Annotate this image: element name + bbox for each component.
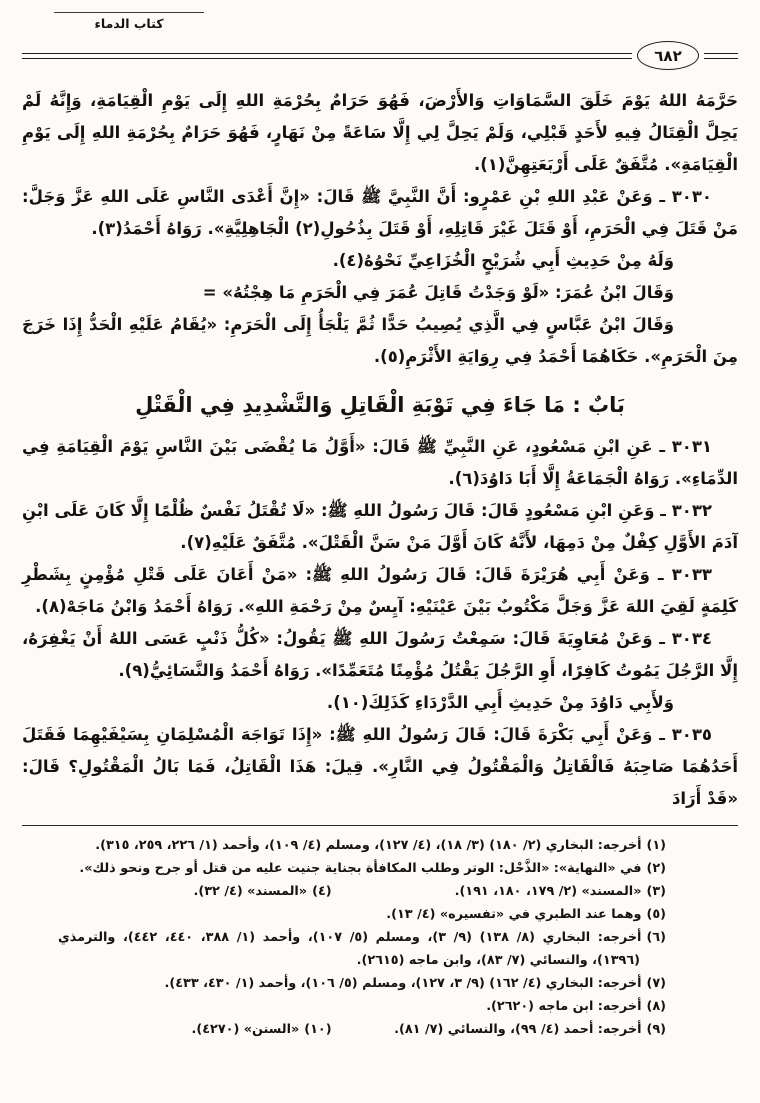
- footnote-item-10: [58, 1018, 332, 1041]
- footnote-item-9: [332, 1018, 666, 1041]
- footnote-number: (٢): [646, 861, 666, 876]
- footnotes-divider: [22, 825, 738, 826]
- footnote-item-3: [332, 880, 666, 903]
- header-double-rule-left: [22, 53, 632, 59]
- footnote-item-8: [58, 995, 666, 1018]
- chapter-heading: بَابٌ : مَا جَاءَ فِي تَوْبَةِ الْقَاتِلِ وَالتَّشْدِيدِ فِي الْقَتْلِ: [135, 393, 625, 417]
- paragraph-ibn-umar: وَقَالَ ابْنُ عُمَرَ: «لَوْ وَجَدْتُ قَاتِلَ عُمَرَ فِي الْحَرَمِ مَا هِجْتُهُ» =: [202, 283, 674, 302]
- page-number: ٦٨٢: [654, 46, 682, 65]
- footnote-number: (٣): [646, 884, 666, 899]
- footnote-number: (٤): [312, 884, 332, 899]
- paragraph-abu-shurayh: وَلَهُ مِنْ حَدِيثِ أَبِي شُرَيْحٍ الْخُزَاعِيِّ نَحْوُهُ(٤).: [332, 251, 674, 270]
- footnote-number: (٧): [646, 976, 666, 991]
- footnote-text: أخرجه: البخاري (٢/ ١٨٠) (٣/ ١٨)، (٤/ ١٢٧)، ومسلم (٤/ ١٠٩)، وأحمد (١/ ٢٢٦، ٢٥٩، ٣١٥).: [95, 838, 642, 853]
- hadith-3030: ٣٠٣٠ ـ وَعَنْ عَبْدِ اللهِ بْنِ عَمْرٍو: أَنَّ النَّبِيَّ ﷺ قَالَ: «إِنَّ أَعْدَى النَّاسِ عَلَى اللهِ عَزَّ وَجَلَّ: مَنْ قَتَلَ فِي الْحَرَمِ، أَوْ قَتَلَ غَيْرَ قَاتِلِهِ، أَوْ قَتَلَ بِذُحُولِ(٢) الْجَاهِلِيَّةِ». رَوَاهُ أَحْمَدُ(٣).: [22, 187, 738, 238]
- main-text: [22, 85, 738, 815]
- header-ornament: [22, 41, 738, 70]
- footnote-item-4: [58, 880, 332, 903]
- footnote-number: (٨): [646, 999, 666, 1014]
- page-header: [22, 12, 738, 70]
- footnote-text: أخرجه: ابن ماجه (٢٦٢٠).: [486, 999, 642, 1014]
- footnote-text: «المسند» (٢/ ١٧٩، ١٨٠، ١٩١).: [454, 884, 642, 899]
- footnote-text: أخرجه: البخاري (٨/ ١٣٨) (٩/ ٣)، ومسلم (٥/ ١٠٧)، وأحمد (١/ ٣٨٨، ٤٤٠، ٤٤٢)، والترمذي (١٣٩٦)، والنسائي (٧/ ٨٣)، وابن ماجه (٢٦١٥).: [58, 930, 642, 968]
- running-title: [54, 12, 204, 31]
- footnote-number: (٩): [646, 1022, 666, 1037]
- page-number-badge: [637, 41, 699, 70]
- footnote-item-5: [58, 903, 666, 926]
- footnote-text: «المسند» (٤/ ٣٢).: [193, 884, 308, 899]
- footnote-text: في «النهاية»: «الذَّحْل: الوتر وطلب المكافأة بجناية جنيت عليه من قتل أو جرح ونحو ذلك».: [79, 861, 642, 876]
- footnote-item-7: [58, 972, 666, 995]
- paragraph-ibn-abbas: وَقَالَ ابْنُ عَبَّاسٍ فِي الَّذِي يُصِيبُ حَدًّا ثُمَّ يَلْجَأُ إِلَى الْحَرَمِ: «يُقَامُ عَلَيْهِ الْحَدُّ إِذَا خَرَجَ مِنَ الْحَرَمِ». حَكَاهُمَا أَحْمَدُ فِي رِوَايَةِ الأَثْرَمِ(٥).: [22, 315, 738, 366]
- paragraph-continuation: حَرَّمَهُ اللهُ يَوْمَ خَلَقَ السَّمَاوَاتِ وَالأَرْضَ، فَهُوَ حَرَامٌ بِحُرْمَةِ اللهِ إِلَى يَوْمِ الْقِيَامَةِ، وَإِنَّهُ لَمْ يَحِلَّ الْقِتَالُ فِيهِ لأَحَدٍ قَبْلِي، وَلَمْ يَحِلَّ لِي إِلَّا سَاعَةً مِنْ نَهَارٍ، فَهُوَ حَرَامٌ بِحُرْمَةِ اللهِ إِلَى يَوْمِ الْقِيَامَةِ». مُتَّفَقٌ عَلَى أَرْبَعَتِهِنَّ(١).: [22, 91, 738, 174]
- footnote-item-6: [58, 926, 666, 972]
- footnote-text: أخرجه: أحمد (٤/ ٩٩)، والنسائي (٧/ ٨١).: [394, 1022, 642, 1037]
- footnotes-section: [22, 834, 738, 1041]
- header-double-rule-right: [704, 53, 738, 59]
- footnote-text: أخرجه: البخاري (٤/ ١٦٢) (٩/ ٣، ١٢٧)، ومسلم (٥/ ١٠٦)، وأحمد (١/ ٤٣٠، ٤٣٣).: [164, 976, 642, 991]
- footnote-number: (٦): [646, 930, 666, 945]
- footnote-item-1: [58, 834, 666, 857]
- footnote-number: (١٠): [304, 1022, 332, 1037]
- footnote-row-9-10: [58, 1018, 666, 1041]
- footnote-text: وهما عند الطبري في «تفسيره» (٤/ ١٣).: [386, 907, 642, 922]
- hadith-3032: ٣٠٣٢ ـ وَعَنِ ابْنِ مَسْعُودٍ قَالَ: قَالَ رَسُولُ اللهِ ﷺ: «لَا تُقْتَلُ نَفْسٌ ظُلْمًا إِلَّا كَانَ عَلَى ابْنِ آدَمَ الأَوَّلِ كِفْلٌ مِنْ دَمِهَا، لأَنَّهُ كَانَ أَوَّلَ مَنْ سَنَّ الْقَتْلَ». مُتَّفَقٌ عَلَيْهِ(٧).: [22, 501, 738, 552]
- paragraph-abu-dawud: وَلأَبِي دَاوُدَ مِنْ حَدِيثِ أَبِي الدَّرْدَاءِ كَذَلِكَ(١٠).: [326, 693, 674, 712]
- hadith-3031: ٣٠٣١ ـ عَنِ ابْنِ مَسْعُودٍ، عَنِ النَّبِيِّ ﷺ قَالَ: «أَوَّلُ مَا يُقْضَى بَيْنَ النَّاسِ يَوْمَ الْقِيَامَةِ فِي الدِّمَاءِ». رَوَاهُ الْجَمَاعَةُ إِلَّا أَبَا دَاوُدَ(٦).: [22, 437, 738, 488]
- hadith-3033: ٣٠٣٣ ـ وَعَنْ أَبِي هُرَيْرَةَ قَالَ: قَالَ رَسُولُ اللهِ ﷺ: «مَنْ أَعَانَ عَلَى قَتْلِ مُؤْمِنٍ بِشَطْرِ كَلِمَةٍ لَقِيَ اللهَ عَزَّ وَجَلَّ مَكْتُوبٌ بَيْنَ عَيْنَيْهِ: آيِسٌ مِنْ رَحْمَةِ اللهِ». رَوَاهُ أَحْمَدُ وَابْنُ مَاجَهْ(٨).: [22, 565, 738, 616]
- hadith-3035: ٣٠٣٥ ـ وَعَنْ أَبِي بَكْرَةَ قَالَ: قَالَ رَسُولُ اللهِ ﷺ: «إِذَا تَوَاجَهَ الْمُسْلِمَانِ بِسَيْفَيْهِمَا فَقَتَلَ أَحَدُهُمَا صَاحِبَهُ فَالْقَاتِلُ وَالْمَقْتُولُ فِي النَّارِ». قِيلَ: هَذَا الْقَاتِلُ، فَمَا بَالُ الْمَقْتُولِ؟ قَالَ: «قَدْ أَرَادَ: [22, 725, 738, 808]
- footnote-row-3-4: [58, 880, 666, 903]
- footnote-item-2: [58, 857, 666, 880]
- hadith-3034: ٣٠٣٤ ـ وَعَنْ مُعَاوِيَةَ قَالَ: سَمِعْتُ رَسُولَ اللهِ ﷺ يَقُولُ: «كُلُّ ذَنْبٍ عَسَى اللهُ أَنْ يَغْفِرَهُ، إِلَّا الرَّجُلَ يَمُوتُ كَافِرًا، أَوِ الرَّجُلَ يَقْتُلُ مُؤْمِنًا مُتَعَمِّدًا». رَوَاهُ أَحْمَدُ وَالنَّسَائِيُّ(٩).: [22, 629, 738, 680]
- footnote-number: (٥): [646, 907, 666, 922]
- footnote-text: «السنن» (٤٢٧٠).: [191, 1022, 300, 1037]
- section-title: كتاب الدماء: [94, 16, 164, 31]
- footnote-number: (١): [646, 838, 666, 853]
